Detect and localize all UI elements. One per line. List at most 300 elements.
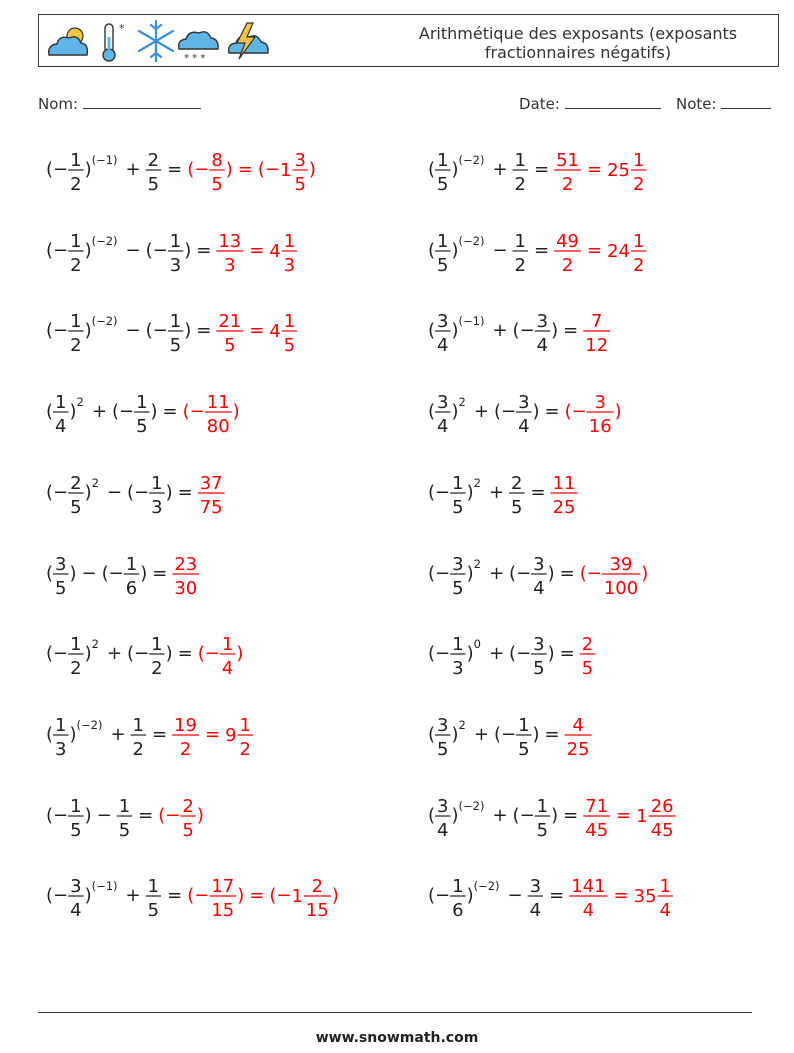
problem-18-expr-tok4: +	[492, 804, 508, 826]
header-box	[38, 14, 779, 67]
problem-20-expr-tok4-exponent: (−2)	[473, 879, 500, 894]
problem-2-answer-tok2-denominator: 2	[633, 174, 645, 195]
problem-19-answer-tok6: −	[276, 885, 292, 907]
problem-6-expr-tok8: )	[551, 320, 559, 342]
problem-9-expr-tok1: −	[53, 481, 69, 503]
problem-14-expr-tok0: (	[428, 643, 436, 665]
problem-16-expr-tok7-denominator: 5	[518, 738, 530, 760]
grade-blank[interactable]	[721, 94, 771, 109]
problem-7-expr-tok7-numerator: 1	[136, 392, 148, 414]
problem-17-math	[40, 786, 410, 846]
problem-12-expr-tok9: )	[547, 562, 555, 584]
problem-1	[40, 140, 410, 200]
problem-10-expr-tok2-denominator: 5	[452, 496, 464, 518]
problem-6-expr-tok1-numerator: 3	[437, 311, 449, 333]
problem-17-answer-tok2-denominator: 5	[182, 819, 194, 841]
problem-16-expr-tok5: (	[493, 723, 501, 745]
problem-19-answer-tok2-numerator: 17	[211, 876, 235, 898]
problem-4-expr-tok5-numerator: 1	[514, 230, 526, 252]
problem-9-expr-tok9: )	[165, 481, 173, 503]
problem-4-expr-tok4: −	[492, 239, 508, 261]
problem-1-answer-tok7-denominator: 5	[294, 174, 306, 195]
problem-6-expr-tok0: (	[428, 320, 436, 342]
problem-14	[422, 624, 792, 684]
problem-8-expr-tok1-denominator: 4	[437, 416, 449, 438]
problem-19-expr-tok0: (	[46, 885, 54, 907]
problem-5-expr-tok6: (	[145, 320, 153, 342]
problem-1-answer-tok3: )	[225, 159, 233, 180]
problem-11-expr-tok3: −	[81, 562, 97, 584]
problem-8-answer-tok2-denominator: 16	[588, 416, 612, 438]
problem-18-expr-tok7-numerator: 1	[536, 795, 549, 817]
problem-14-expr-tok2-numerator: 1	[452, 634, 464, 656]
problem-2-expr-tok5-denominator: 2	[514, 174, 526, 195]
problem-1-answer-tok4: =	[237, 159, 253, 180]
problem-20-expr-tok6-denominator: 4	[529, 900, 542, 922]
problem-13	[40, 624, 410, 684]
problem-1-expr-tok5: +	[125, 159, 141, 180]
problem-1-answer-tok8: )	[308, 159, 316, 180]
problem-15-expr-tok1-numerator: 1	[55, 714, 67, 736]
problem-2-expr-tok5-numerator: 1	[514, 150, 526, 171]
problem-20-math	[422, 866, 792, 926]
problem-12-expr-tok6: (	[509, 562, 517, 584]
problem-14-eq-tok0: =	[559, 643, 575, 665]
problem-14-expr-tok2-denominator: 3	[452, 658, 464, 680]
problem-7	[40, 382, 410, 442]
problem-17-expr-tok0: (	[46, 804, 54, 826]
problem-13-answer-tok1: −	[204, 643, 220, 665]
problem-4-answer-tok0-numerator: 49	[556, 230, 579, 252]
problem-11-expr-tok7: )	[140, 562, 148, 584]
problem-3-expr-tok8-numerator: 1	[169, 230, 182, 252]
problem-4-expr-tok3-exponent: (−2)	[458, 233, 485, 248]
problem-2-expr-tok1-numerator: 1	[437, 150, 449, 171]
problem-13-answer-tok0: (	[197, 643, 205, 665]
problem-10-expr-tok4-exponent: 2	[473, 475, 481, 490]
problem-18-expr-tok5: (	[512, 804, 520, 826]
problem-5-expr-tok2-denominator: 2	[70, 335, 82, 357]
problem-14-expr-tok6: (	[509, 643, 517, 665]
problem-4-answer-tok1: =	[587, 239, 603, 261]
problem-17-expr-tok2-numerator: 1	[70, 795, 82, 817]
problem-6-expr-tok7-denominator: 4	[536, 335, 549, 357]
problem-4	[422, 221, 792, 281]
problem-13-math	[40, 624, 410, 684]
problem-3-expr-tok7: −	[152, 239, 168, 261]
problem-13-expr-tok0: (	[46, 643, 54, 665]
problem-4-answer-tok2-denominator: 2	[633, 254, 645, 276]
problem-15-expr-tok5-denominator: 2	[132, 738, 144, 760]
problem-15-expr-tok4: +	[110, 723, 126, 745]
problem-20-answer-tok0-denominator: 4	[582, 900, 595, 922]
problem-16-expr-tok7-numerator: 1	[518, 714, 530, 736]
problem-3	[40, 221, 410, 281]
title-line-2: fractionnaires négatifs)	[484, 43, 672, 62]
problem-5-answer-tok2-numerator: 1	[283, 311, 296, 333]
problem-2-answer-tok0-numerator: 51	[556, 150, 579, 171]
problem-16-expr-tok6: −	[500, 723, 517, 745]
problem-15-answer-tok1: =	[205, 723, 221, 745]
problem-19-answer-tok5: (	[269, 885, 277, 907]
problem-5-expr-tok7: −	[152, 320, 168, 342]
problem-3-expr-tok4-exponent: (−2)	[91, 233, 118, 248]
problem-1-expr-tok4-exponent: (−1)	[91, 153, 118, 167]
problem-9-expr-tok3: )	[84, 481, 92, 503]
problem-14-expr-tok8-denominator: 5	[533, 658, 545, 680]
problem-14-expr-tok8-numerator: 3	[533, 634, 545, 656]
problem-19-expr-tok2-numerator: 3	[70, 876, 82, 898]
problem-11-expr-tok6-denominator: 6	[125, 577, 138, 599]
problem-12-expr-tok7: −	[516, 562, 532, 584]
problem-9-answer-tok0-denominator: 75	[199, 496, 223, 518]
problem-9-expr-tok8-denominator: 3	[151, 496, 163, 518]
problem-19-expr-tok6-numerator: 1	[147, 876, 160, 898]
weather-icons	[43, 19, 273, 63]
problem-8	[422, 382, 792, 442]
problem-10-expr-tok0: (	[428, 481, 436, 503]
problem-5-expr-tok4-exponent: (−2)	[91, 314, 118, 329]
problem-18-answer-tok0-denominator: 45	[585, 819, 609, 841]
problem-2-math	[422, 140, 792, 200]
problem-19-expr-tok5: +	[125, 885, 141, 907]
problem-16-expr-tok1-numerator: 3	[437, 714, 449, 736]
problem-12-answer-tok1: −	[586, 562, 602, 584]
problem-12-expr-tok2-numerator: 3	[452, 553, 464, 575]
problem-6-expr-tok3-exponent: (−1)	[458, 314, 485, 329]
problem-2-answer-tok0-denominator: 2	[561, 174, 574, 195]
problem-3-expr-tok9: )	[184, 239, 192, 261]
problem-12-expr-tok5: +	[488, 562, 505, 584]
problem-7-math	[40, 382, 410, 442]
problem-19-answer-tok2-denominator: 15	[211, 900, 235, 922]
problem-8-expr-tok1-numerator: 3	[437, 392, 449, 414]
problem-6-math	[422, 301, 792, 361]
problem-5	[40, 301, 410, 361]
svg-text:*: *	[119, 22, 125, 35]
problem-15-expr-tok0: (	[46, 723, 54, 745]
problem-8-answer-tok3: )	[614, 401, 622, 423]
problem-18-expr-tok1-numerator: 3	[437, 795, 449, 817]
problem-19-math	[40, 866, 410, 926]
problem-19-expr-tok6-denominator: 5	[147, 900, 160, 922]
problem-18-answer-tok0-numerator: 71	[585, 795, 609, 817]
problem-1-answer-tok7-numerator: 3	[294, 150, 306, 171]
problem-3-expr-tok8-denominator: 3	[169, 254, 182, 276]
problem-9-expr-tok2-numerator: 2	[70, 472, 82, 494]
problem-14-math	[422, 624, 792, 684]
problem-13-expr-tok8-numerator: 1	[151, 634, 163, 656]
problem-2-expr-tok3-exponent: (−2)	[458, 153, 485, 167]
name-blank[interactable]	[83, 94, 201, 109]
problem-11-expr-tok2: )	[69, 562, 77, 584]
problem-18-answer-tok2-whole: 1	[636, 805, 648, 827]
problem-8-answer-tok0: (	[564, 401, 572, 423]
problem-19-expr-tok2-denominator: 4	[70, 900, 82, 922]
problem-6-expr-tok4: +	[492, 320, 508, 342]
problem-2-answer-tok1: =	[587, 159, 603, 180]
problem-11-expr-tok4: (	[101, 562, 109, 584]
problem-18-expr-tok3-exponent: (−2)	[458, 798, 485, 813]
problem-1-expr-tok2-numerator: 1	[70, 150, 82, 171]
problem-15-expr-tok2: )	[69, 723, 77, 745]
problem-12-expr-tok2-denominator: 5	[452, 577, 464, 599]
problem-19-answer-tok8: )	[331, 885, 339, 907]
problem-1-answer-tok1: −	[194, 159, 210, 180]
problem-13-expr-tok1: −	[53, 643, 69, 665]
problem-3-answer-tok0-denominator: 3	[224, 254, 236, 276]
problem-11-expr-tok1-denominator: 5	[55, 577, 67, 599]
problem-16-expr-tok8: )	[532, 723, 540, 745]
problem-8-expr-tok2: )	[451, 401, 459, 423]
problem-5-expr-tok2-numerator: 1	[70, 311, 82, 333]
problem-3-expr-tok0: (	[46, 239, 54, 261]
problem-1-expr-tok6-numerator: 2	[147, 150, 160, 171]
problem-3-expr-tok1: −	[53, 239, 69, 261]
problem-20-expr-tok3: )	[466, 885, 474, 907]
problem-10-answer-tok0-numerator: 11	[552, 472, 576, 494]
problem-18-answer-tok2-numerator: 26	[650, 795, 674, 817]
problem-8-expr-tok7-denominator: 4	[518, 416, 530, 438]
date-label: Date:	[519, 95, 560, 113]
problem-12-expr-tok0: (	[428, 562, 436, 584]
problem-3-eq-tok0: =	[196, 239, 212, 261]
problem-19-answer-tok7-whole: 1	[291, 886, 303, 908]
problem-12-expr-tok3: )	[466, 562, 474, 584]
problem-1-math	[40, 140, 410, 200]
storm-cloud-icon	[229, 23, 268, 59]
snowflake-icon	[139, 21, 173, 61]
problem-10-expr-tok6-denominator: 5	[511, 496, 523, 518]
problem-3-math	[40, 221, 410, 281]
problem-9-expr-tok2-denominator: 5	[70, 496, 82, 518]
problem-10-expr-tok1: −	[435, 481, 451, 503]
problem-17-expr-tok5-numerator: 1	[118, 795, 131, 817]
problem-5-expr-tok8-denominator: 5	[169, 335, 182, 357]
problem-11-expr-tok6-numerator: 1	[125, 553, 138, 575]
problem-16-math	[422, 705, 792, 765]
problem-17-expr-tok2-denominator: 5	[70, 819, 82, 841]
problem-5-answer-tok2-whole: 4	[269, 321, 281, 343]
problem-20	[422, 866, 792, 926]
problem-2-expr-tok4: +	[492, 159, 508, 180]
problem-8-answer-tok1: −	[571, 401, 587, 423]
problem-18-expr-tok7-denominator: 5	[536, 819, 549, 841]
problem-8-expr-tok5: (	[493, 401, 501, 423]
problem-4-eq-tok0: =	[534, 239, 550, 261]
problem-18-expr-tok6: −	[519, 804, 535, 826]
problem-18-answer-tok2-denominator: 45	[650, 819, 674, 841]
problem-3-expr-tok3: )	[84, 239, 92, 261]
problem-11-answer-tok0-numerator: 23	[174, 553, 198, 575]
problem-6-eq-tok0: =	[563, 320, 579, 342]
problem-2-expr-tok1-denominator: 5	[437, 174, 449, 195]
problem-18-expr-tok2: )	[451, 804, 459, 826]
problem-12-expr-tok4-exponent: 2	[473, 556, 481, 571]
problem-7-expr-tok4: +	[91, 401, 107, 423]
problem-7-answer-tok3: )	[232, 401, 240, 423]
problem-19-answer-tok0: (	[187, 885, 195, 907]
problem-15-expr-tok1-denominator: 3	[55, 738, 67, 760]
problem-12-expr-tok8-numerator: 3	[533, 553, 545, 575]
problem-7-expr-tok0: (	[46, 401, 54, 423]
problem-1-answer-tok7-whole: 1	[280, 160, 292, 181]
problem-17-eq-tok0: =	[138, 804, 154, 826]
problem-7-answer-tok2-denominator: 80	[206, 416, 230, 438]
problem-5-eq-tok0: =	[196, 320, 212, 342]
problem-14-answer-tok0-denominator: 5	[581, 658, 594, 680]
problem-15-math	[40, 705, 410, 765]
problem-5-math	[40, 301, 410, 361]
problem-9-math	[40, 463, 410, 523]
problem-12-answer-tok2-denominator: 100	[603, 577, 639, 599]
problem-17	[40, 786, 410, 846]
problem-20-answer-tok0-numerator: 141	[571, 876, 606, 898]
problem-13-expr-tok2-numerator: 1	[70, 634, 82, 656]
problem-2-expr-tok0: (	[428, 159, 436, 180]
problem-13-expr-tok2-denominator: 2	[70, 658, 82, 680]
problem-9-expr-tok8-numerator: 1	[151, 472, 163, 494]
problem-10-answer-tok0-denominator: 25	[552, 496, 576, 518]
problem-17-expr-tok3: )	[84, 804, 92, 826]
problem-19-answer-tok7-numerator: 2	[311, 876, 324, 898]
problem-19-answer-tok1: −	[194, 885, 210, 907]
problem-13-expr-tok6: (	[127, 643, 135, 665]
svg-text:* * *: * * *	[184, 53, 206, 63]
problem-18	[422, 786, 792, 846]
problem-1-expr-tok6-denominator: 5	[147, 174, 160, 195]
thermometer-icon	[103, 22, 125, 61]
problem-14-answer-tok0-numerator: 2	[581, 634, 594, 656]
problem-20-expr-tok1: −	[435, 885, 451, 907]
grade-field	[676, 94, 771, 113]
problem-7-expr-tok2: )	[69, 401, 77, 423]
problem-5-answer-tok1: =	[249, 320, 265, 342]
problem-15-answer-tok0-denominator: 2	[179, 738, 192, 760]
problem-5-expr-tok0: (	[46, 320, 54, 342]
problem-18-expr-tok1-denominator: 4	[437, 819, 449, 841]
problem-17-expr-tok4: −	[96, 804, 112, 826]
problem-13-expr-tok5: +	[106, 643, 123, 665]
problem-4-expr-tok0: (	[428, 239, 436, 261]
problem-11-answer-tok0-denominator: 30	[174, 577, 198, 599]
problem-8-math	[422, 382, 792, 442]
problem-16-expr-tok0: (	[428, 723, 436, 745]
problem-14-expr-tok9: )	[547, 643, 555, 665]
problem-15	[40, 705, 410, 765]
problem-12-answer-tok2-numerator: 39	[609, 553, 633, 575]
problem-10-expr-tok5: +	[488, 481, 505, 503]
problem-14-expr-tok1: −	[435, 643, 451, 665]
problem-20-answer-tok2-denominator: 4	[659, 900, 671, 922]
problem-9-expr-tok5: −	[106, 481, 123, 503]
problem-13-expr-tok7: −	[134, 643, 150, 665]
problem-16-eq-tok0: =	[544, 723, 560, 745]
problem-15-answer-tok2-whole: 9	[225, 724, 237, 746]
problem-19-expr-tok4-exponent: (−1)	[91, 879, 118, 894]
problem-1-expr-tok1: −	[53, 159, 69, 180]
problem-12-math	[422, 544, 792, 604]
problem-5-expr-tok5: −	[125, 320, 141, 342]
problem-20-expr-tok0: (	[428, 885, 436, 907]
problem-7-expr-tok1-numerator: 1	[55, 392, 67, 414]
date-field	[519, 94, 661, 113]
problem-6-expr-tok2: )	[451, 320, 459, 342]
problem-1-answer-tok2-denominator: 5	[211, 174, 223, 195]
problem-16	[422, 705, 792, 765]
problem-1-expr-tok2-denominator: 2	[70, 174, 82, 195]
problem-15-answer-tok2-denominator: 2	[239, 738, 251, 760]
problem-5-expr-tok8-numerator: 1	[169, 311, 182, 333]
problem-6-expr-tok5: (	[512, 320, 520, 342]
problem-19-answer-tok4: =	[249, 885, 265, 907]
problem-11-expr-tok0: (	[46, 562, 54, 584]
problem-13-expr-tok8-denominator: 2	[151, 658, 163, 680]
problem-7-expr-tok8: )	[150, 401, 158, 423]
problem-12-answer-tok3: )	[641, 562, 649, 584]
problem-17-answer-tok1: −	[165, 804, 181, 826]
problem-13-expr-tok3: )	[84, 643, 92, 665]
problem-1-answer-tok2-numerator: 8	[211, 150, 223, 171]
problem-17-expr-tok5-denominator: 5	[118, 819, 131, 841]
problem-13-eq-tok0: =	[177, 643, 193, 665]
problem-16-answer-tok0-denominator: 25	[566, 738, 590, 760]
problem-19-answer-tok3: )	[237, 885, 245, 907]
problem-4-expr-tok2: )	[451, 239, 459, 261]
title-line-1: Arithmétique des exposants (exposants	[418, 24, 738, 43]
problem-17-answer-tok2-numerator: 2	[182, 795, 194, 817]
problem-7-answer-tok1: −	[189, 401, 205, 423]
problem-9-expr-tok7: −	[134, 481, 150, 503]
date-blank[interactable]	[565, 94, 661, 109]
problem-11-expr-tok5: −	[108, 562, 124, 584]
problem-3-answer-tok2-denominator: 3	[283, 254, 296, 276]
problem-18-math	[422, 786, 792, 846]
sun-cloud-icon	[49, 28, 88, 55]
problem-4-math	[422, 221, 792, 281]
problem-13-expr-tok4-exponent: 2	[91, 637, 99, 652]
footer-url: www.snowmath.com	[315, 1030, 479, 1046]
problem-7-expr-tok7-denominator: 5	[136, 416, 148, 438]
problem-16-expr-tok3-exponent: 2	[458, 717, 466, 732]
problem-7-expr-tok3-exponent: 2	[76, 395, 84, 410]
problem-19-expr-tok1: −	[53, 885, 69, 907]
problem-12-eq-tok0: =	[559, 562, 575, 584]
problem-9-expr-tok0: (	[46, 481, 54, 503]
problem-3-answer-tok2-whole: 4	[269, 240, 281, 262]
problem-2-expr-tok2: )	[451, 159, 459, 180]
problem-11-expr-tok1-numerator: 3	[55, 553, 67, 575]
footer-divider	[38, 1012, 752, 1013]
problem-11-math	[40, 544, 410, 604]
problem-7-expr-tok6: −	[118, 401, 135, 423]
problem-16-expr-tok2: )	[451, 723, 459, 745]
problem-4-expr-tok1-denominator: 5	[437, 254, 449, 276]
problem-3-answer-tok0-numerator: 13	[218, 230, 242, 252]
problem-20-expr-tok5: −	[507, 885, 523, 907]
problem-6-expr-tok6: −	[519, 320, 535, 342]
name-label: Nom:	[38, 95, 79, 113]
problem-14-expr-tok3: )	[466, 643, 474, 665]
problem-12-expr-tok1: −	[435, 562, 451, 584]
problem-6-answer-tok0-numerator: 7	[590, 311, 603, 333]
problem-2	[422, 140, 792, 200]
problem-8-expr-tok0: (	[428, 401, 436, 423]
problem-13-answer-tok3: )	[236, 643, 244, 665]
worksheet-title	[398, 24, 758, 62]
problem-7-answer-tok0: (	[182, 401, 190, 423]
problem-20-expr-tok2-numerator: 1	[452, 876, 464, 898]
